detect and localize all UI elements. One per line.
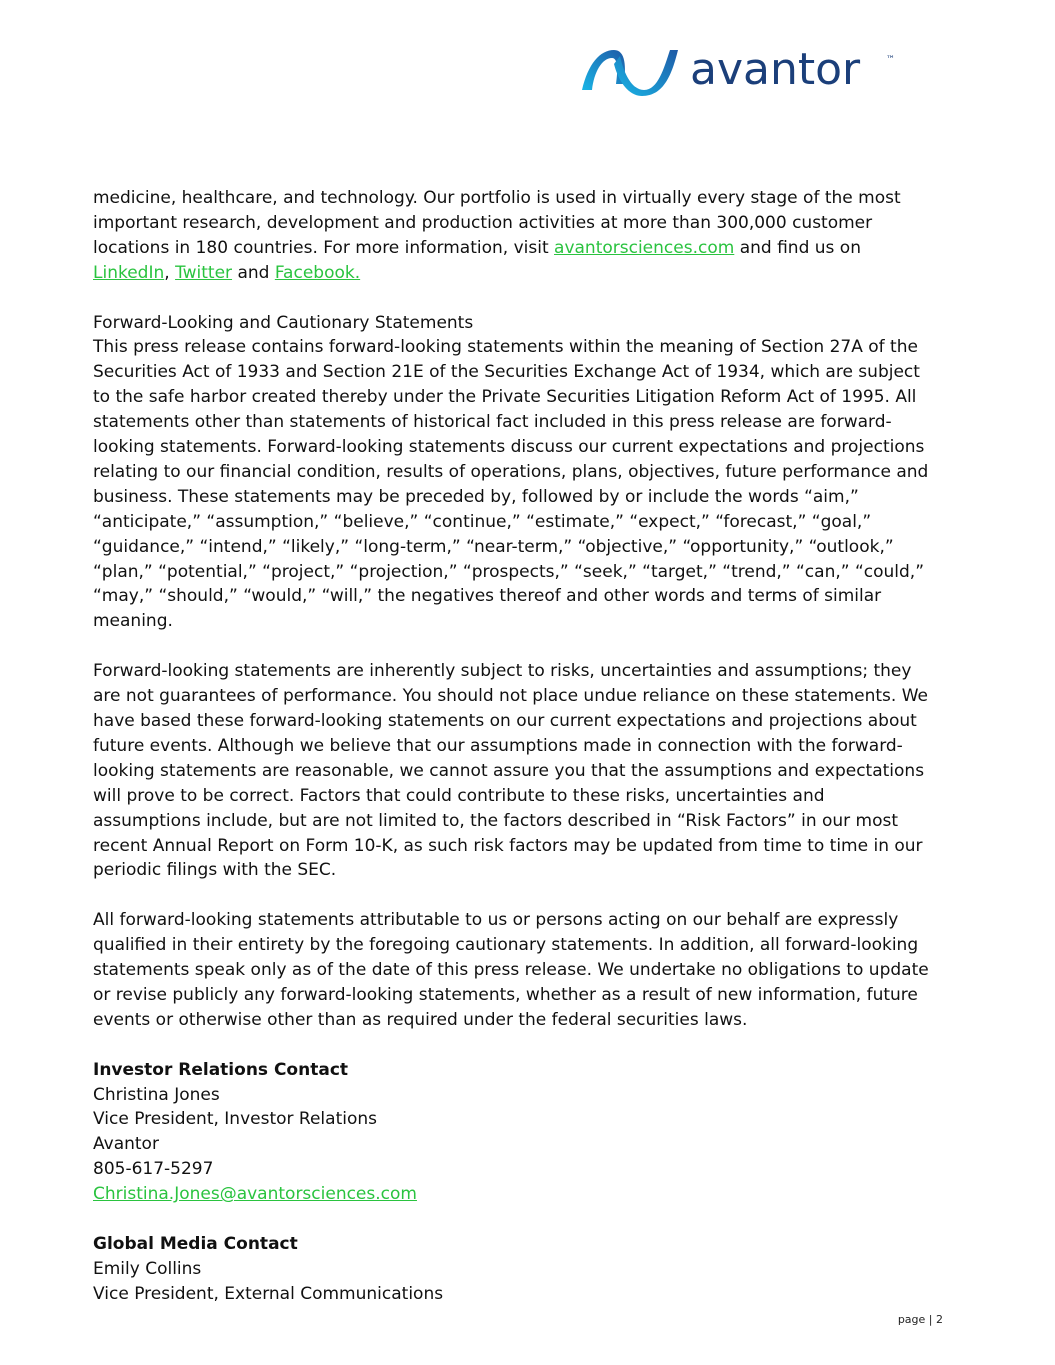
investor-contact-title: Vice President, Investor Relations: [93, 1109, 377, 1130]
investor-contact-name: Christina Jones: [93, 1084, 220, 1105]
avantorsciences-link[interactable]: avantorsciences.com: [554, 237, 735, 258]
media-contact-name: Emily Collins: [93, 1258, 202, 1279]
avantor-swoosh-icon: [582, 50, 678, 96]
investor-contact-phone: 805-617-5297: [93, 1159, 214, 1180]
media-contact-title: Vice President, External Communications: [93, 1283, 444, 1304]
linkedin-link[interactable]: LinkedIn: [93, 262, 165, 283]
investor-contact-heading: Investor Relations Contact: [93, 1059, 349, 1080]
forward-looking-paragraph-1: This press release contains forward-looking statements within the meaning of Section 27A of the Securities Act of 1933 and Section 21E of the Securities Exchange Act of 1934, which are subject to the safe harbor created thereby under the Private Securities Litigation Reform Act of 1995. All statements other than statements of historical fact included in this press release are forward-looking statements. Forward-looking statements discuss our current expectations and projections relating to our financial condition, results of operations, plans, objectives, future performance and business. These statements may be preceded by, followed by or include the words “aim,” “anticipate,” “assumption,” “believe,” “continue,” “estimate,” “expect,” “forecast,” “goal,” “guidance,” “intend,” “likely,” “long-term,” “near-term,” “objective,” “opportunity,” “outlook,” “plan,” “potential,” “project,” “projection,” “prospects,” “seek,” “target,” “trend,” “can,” “could,” “may,” “should,” “would,” “will,” the negatives thereof and other words and terms of similar meaning.: [93, 337, 929, 632]
investor-contact-email-link[interactable]: Christina.Jones@avantorsciences.com: [93, 1184, 417, 1205]
press-release-body: [93, 186, 933, 1307]
media-contact-heading: Global Media Contact: [93, 1233, 298, 1254]
about-paragraph: medicine, healthcare, and technology. Our portfolio is used in virtually every stage of the most important research, development and production activities at more than 300,000 customer locations in 180 countries. For more information, visit avantorsciences.com and find us on LinkedIn, Twitter and Facebook.: [93, 188, 901, 283]
forward-looking-heading: Forward-Looking and Cautionary Statements: [93, 312, 474, 333]
facebook-link[interactable]: Facebook.: [274, 262, 361, 283]
avantor-logo: [580, 44, 905, 96]
twitter-link[interactable]: Twitter: [175, 262, 233, 283]
logo-trademark: ™: [886, 55, 895, 65]
page-number: page | 2: [897, 1313, 943, 1326]
forward-looking-paragraph-2: Forward-looking statements are inherently subject to risks, uncertainties and assumptions; they are not guarantees of performance. You should not place undue reliance on these statements. We have based these forward-looking statements on our current expectations and projections about future events. Although we believe that our assumptions made in connection with the forward-looking statements are reasonable, we cannot assure you that the assumptions and expectations will prove to be correct. Factors that could contribute to these risks, uncertainties and assumptions include, but are not limited to, the factors described in “Risk Factors” in our most recent Annual Report on Form 10-K, as such risk factors may be updated from time to time in our periodic filings with the SEC.: [93, 661, 928, 881]
logo-wordmark: avantor: [690, 44, 861, 95]
investor-contact-company: Avantor: [93, 1134, 159, 1155]
forward-looking-paragraph-3: All forward-looking statements attributable to us or persons acting on our behalf are expressly qualified in their entirety by the foregoing cautionary statements. In addition, all forward-looking statements speak only as of the date of this press release. We undertake no obligations to update or revise publicly any forward-looking statements, whether as a result of new information, future events or otherwise other than as required under the federal securities laws.: [93, 910, 929, 1030]
